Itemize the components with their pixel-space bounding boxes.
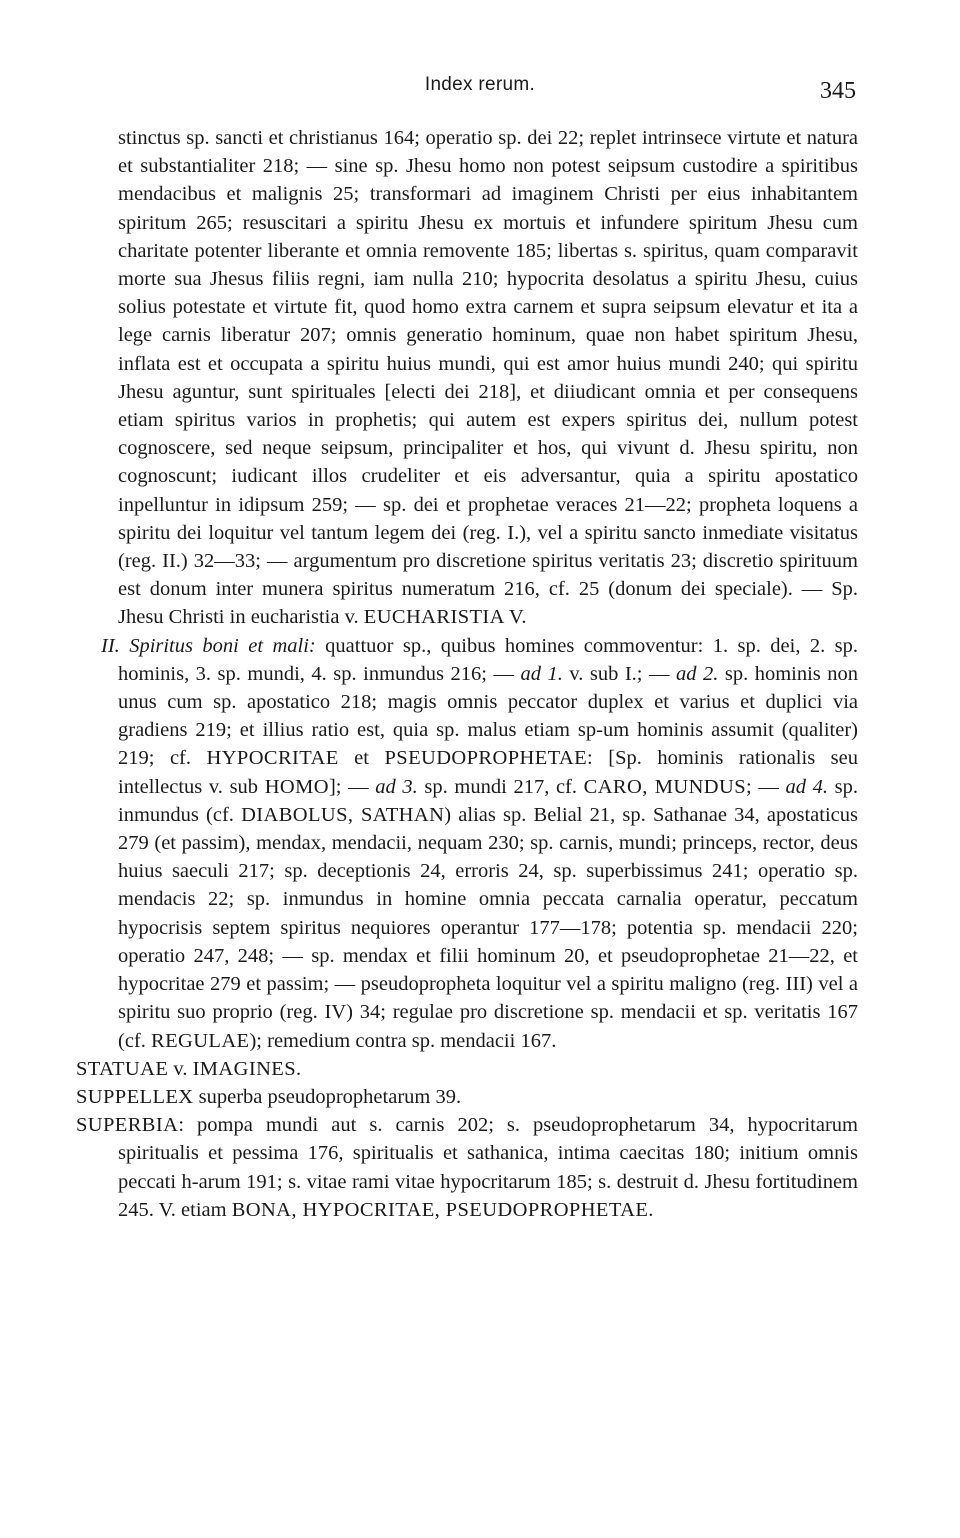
section-label: II. Spiritus boni et mali: <box>101 634 316 657</box>
paragraph-text: stinctus sp. sancti et christianus 164; operatio sp. dei 22; replet intrinsece virtute et natura et substantialiter 218; — sine sp. Jhesu homo non potest seipsum custodire a spiritibus mendacibus et malignis 25; transformari ad imaginem Christi per eius inhabitantem spiritum 265; resuscitari a spiritu Jhesu ex mortuis et infundere spiritum Jhesu cum charitate potenter liberante et omnia removente 185; libertas s. spiritus, quam comparavit morte sua Jhesus filiis regni, iam nulla 210; hypocrita desolatus a spiritu Jhesu, cuius solius potestate et virtute fit, quod homo extra carnem et supra seipsum elevatur et ita a lege carnis liberatur 207; omnis generatio hominum, quae non habet spiritum Jhesu, inflata est et occupata a spiritu huius mundi, qui est amor huius mundi 240; qui spiritu Jhesu aguntur, sunt spirituales [electi dei 218], et diiudicant omnia et per consequens etiam spiritus varios in prophetis; qui autem est expers spiritus dei, nullum potest cognoscere, sed neque seipsum, principaliter et hos, qui vivunt d. Jhesu spiritu, non cognoscunt; iudicant illos crudeliter et eis adversantur, quia a spiritu apostatico inpelluntur in idipsum 259; — sp. dei et prophetae veraces 21—22; propheta loquens a spiritu dei loquitur vel tantum legem dei (reg. I.), vel a spiritu sancto inmediate visitatus (reg. II.) 32—33; — argumentum pro discretione spiritus veritatis 23; discretio spirituum est donum inter munera spiritus numeratum 216, cf. 25 (donum dei speciale). — Sp. Jhesu Christi in eucharistia v. <box>118 127 858 629</box>
paragraph-text: et <box>338 747 385 770</box>
paragraph-text: ]; — <box>328 775 376 798</box>
page-header <box>0 74 960 110</box>
cross-reference: BONA, HYPOCRITAE, PSEUDOPROPHETAE. <box>231 1198 654 1221</box>
entry-text: superba pseudoprophetarum 39. <box>193 1085 462 1108</box>
index-entry-statuae <box>76 1055 858 1083</box>
cross-reference: REGULAE <box>151 1029 250 1052</box>
page-number: 345 <box>820 78 856 104</box>
cross-reference: PSEUDOPROPHETAE <box>384 747 588 770</box>
index-body <box>76 124 859 1224</box>
subsection-ref: ad 3. <box>375 775 418 798</box>
entry-headword: STATUAE <box>76 1057 169 1080</box>
paragraph-text: ); remedium contra sp. mendacii 167. <box>249 1029 557 1052</box>
cross-reference: HYPOCRITAE <box>206 747 339 770</box>
entry-text: : pompa mundi aut s. carnis 202; s. pseudoprophetarum 34, hypocritarum spiritualis et pessima 176, spiritualis et sathanica, intima caecitas 180; initium omnis peccati h-arum 191; s. vitae rami vitae hypocritarum 185; s. destruit d. Jhesu fortitudinem 245. V. etiam <box>118 1114 858 1221</box>
spiritus-continuation-paragraph <box>118 124 858 632</box>
entry-headword: SUPPELLEX <box>76 1085 194 1108</box>
cross-reference: DIABOLUS, SATHAN <box>241 803 445 826</box>
spiritus-section-II <box>101 632 859 1055</box>
index-entry-suppellex <box>76 1083 858 1111</box>
paragraph-text: ) alias sp. Belial 21, sp. Sathanae 34, apostaticus 279 (et passim), mendax, mendacii, nequam 230; sp. carnis, mundi; princeps, rector, deus huius saeculi 217; sp. deceptionis 24, erroris 24, sp. superbissimus 241; operatio sp. mendacis 22; sp. inmundus in homine omnia peccata carnalia operatur, peccatum hypocrisis septem spiritus nequiores operantur 177—178; potentia sp. mendacii 220; operatio 247, 248; — sp. mendax et filii hominum 20, et pseudoprophetae 21—22, et hypocritae 279 et passim; — pseudopropheta loquitur vel a spiritu maligno (reg. III) vel a spiritu suo proprio (reg. IV) 34; regulae pro discretione sp. mendacii et sp. veritatis 167 (cf. <box>118 803 858 1052</box>
subsection-ref: ad 1. <box>520 662 563 685</box>
paragraph-text: ; — <box>746 775 786 798</box>
index-entry-superbia <box>76 1111 858 1224</box>
paragraph-text: : [Sp. hominis rationalis seu intellectus v. sub <box>118 747 858 798</box>
paragraph-text: sp. inmundus (cf. <box>118 775 859 826</box>
cross-reference: IMAGINES. <box>192 1057 302 1080</box>
paragraph-text: quattuor sp., quibus homines commoventur: 1. sp. dei, 2. sp. hominis, 3. sp. mundi, 4. sp. inmundus 216; — <box>118 634 858 685</box>
paragraph-text: sp. hominis non unus cum sp. apostatico 218; magis omnis peccator duplex et varius et duplici via gradiens 219; et illius ratio est, quia sp. malus etiam sp-um hominis assumit (qualiter) 219; cf. <box>118 662 859 770</box>
paragraph-text: v. sub I.; — <box>562 662 676 685</box>
paragraph-text: sp. mundi 217, cf. <box>417 775 584 798</box>
subsection-ref: ad 2. <box>675 662 719 685</box>
subsection-ref: ad 4. <box>785 775 829 798</box>
entry-text: v. <box>168 1057 193 1080</box>
running-head: Index rerum. <box>424 74 536 95</box>
entry-headword: SUPERBIA <box>76 1114 179 1137</box>
cross-reference: HOMO <box>264 775 329 798</box>
cross-reference: EUCHARISTIA V. <box>363 606 527 629</box>
cross-reference: CARO, MUNDUS <box>583 775 747 798</box>
